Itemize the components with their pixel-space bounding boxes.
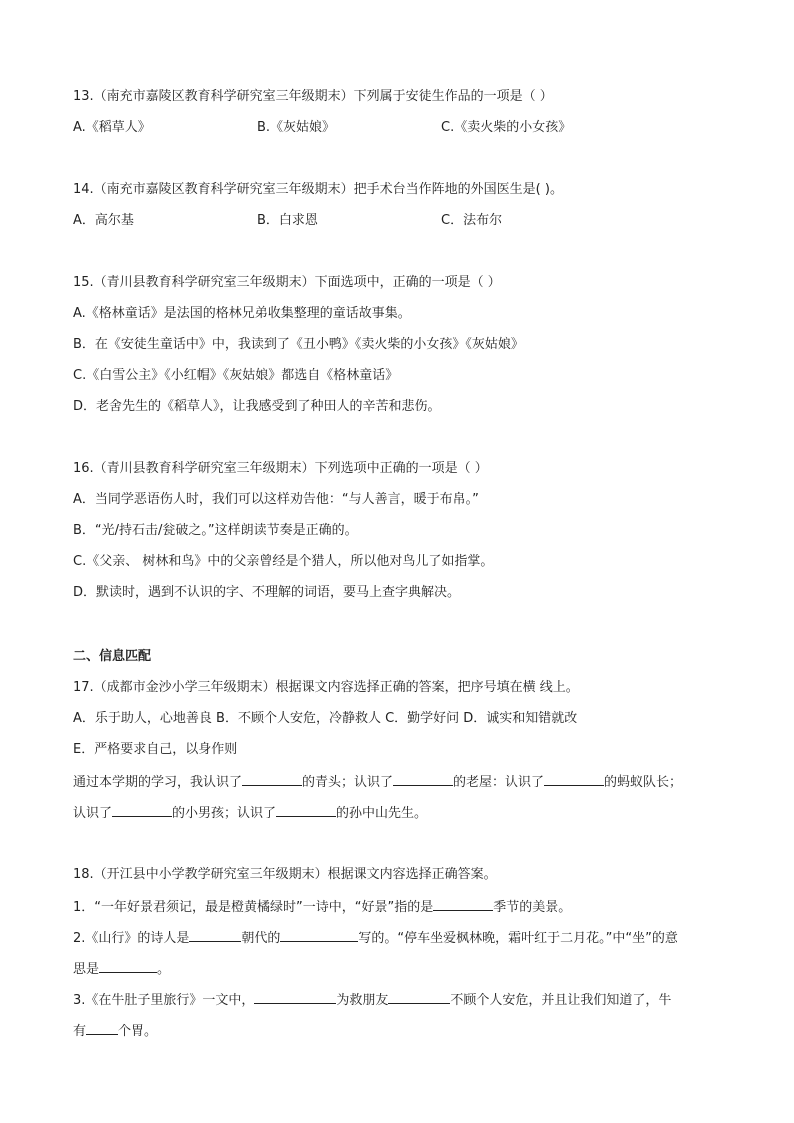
fill-text: 不顾个人安危，并且让我们知道了，牛: [450, 993, 672, 1008]
answer-blank[interactable]: [99, 959, 157, 973]
q18-item-2: [73, 928, 678, 948]
answer-blank[interactable]: [393, 772, 453, 786]
answer-blank[interactable]: [254, 990, 336, 1004]
question-15-stem: 15.（青川县教育科学研究室三年级期末）下面选项中，正确的一项是（ ）: [73, 275, 501, 290]
section-title: 二、信息匹配: [73, 649, 152, 664]
fill-text: 季节的美景。: [493, 900, 572, 915]
answer-blank[interactable]: [544, 772, 604, 786]
q17-fill-line-2: [73, 803, 427, 823]
answer-blank[interactable]: [112, 803, 172, 817]
question-14-stem: 14.（南充市嘉陵区教育科学研究室三年级期末）把手术台当作阵地的外国医生是( )。: [73, 182, 563, 197]
q18-item-3: [73, 990, 671, 1010]
answer-blank[interactable]: [388, 990, 450, 1004]
question-16-stem: 16.（青川县教育科学研究室三年级期末）下列选项中正确的一项是（ ）: [73, 461, 488, 476]
fill-text: 写的。“停车坐爱枫林晚，霜叶红于二月花。”中“坐”的意: [358, 931, 678, 946]
answer-blank[interactable]: [86, 1021, 118, 1035]
question-18-stem: 18.（开江县中小学教学研究室三年级期末）根据课文内容选择正确答案。: [73, 867, 497, 882]
q18-item-3-cont: [73, 1021, 157, 1041]
q15-option-c: C.《白雪公主》《小红帽》《灰姑娘》都选自《格林童话》: [73, 368, 399, 383]
q13-option-a: A.《稻草人》: [73, 120, 151, 135]
q13-option-b: B.《灰姑娘》: [257, 120, 336, 135]
q17-options-line-1: A．乐于助人，心地善良 B．不顾个人安危，冷静救人 C．勤学好问 D．诚实和知错就改: [73, 711, 578, 726]
q14-option-a: A．高尔基: [73, 213, 134, 228]
q18-item-2-cont: [73, 959, 170, 979]
answer-blank[interactable]: [242, 772, 302, 786]
fill-text: 认识了: [73, 806, 113, 821]
fill-text: 朝代的: [241, 931, 281, 946]
q13-option-c: C.《卖火柴的小女孩》: [441, 120, 572, 135]
fill-text: 3.《在牛肚子里旅行》一文中，: [73, 993, 255, 1008]
q15-option-b: B．在《安徒生童话中》中，我读到了《丑小鸭》《卖火柴的小女孩》《灰姑娘》: [73, 337, 524, 352]
q16-option-a: A．当同学恶语伤人时，我们可以这样劝告他：“与人善言，暖于布帛。”: [73, 492, 479, 507]
q14-option-c: C．法布尔: [441, 213, 503, 228]
fill-text: 的老屋：认识了: [453, 775, 545, 790]
question-17-stem: 17.（成都市金沙小学三年级期末）根据课文内容选择正确的答案，把序号填在横 线上。: [73, 680, 579, 695]
q16-option-c: C.《父亲、 树林和鸟》中的父亲曾经是个猎人，所以他对鸟儿了如指掌。: [73, 554, 494, 569]
q16-option-b: B．“光/持石击/瓮破之。”这样朗读节奏是正确的。: [73, 523, 358, 538]
q17-fill-line-1: [73, 772, 682, 792]
answer-blank[interactable]: [433, 897, 493, 911]
question-13-stem: 13.（南充市嘉陵区教育科学研究室三年级期末）下列属于安徒生作品的一项是（ ）: [73, 89, 553, 104]
fill-text: 有: [73, 1024, 87, 1039]
q17-options-line-2: E．严格要求自己，以身作则: [73, 742, 238, 757]
fill-text: 的青头；认识了: [302, 775, 394, 790]
fill-text: 的蚂蚁队长；: [604, 775, 683, 790]
fill-text: 2.《山行》的诗人是: [73, 931, 190, 946]
fill-text: 为救朋友: [336, 993, 389, 1008]
fill-text: 的孙中山先生。: [336, 806, 428, 821]
q15-option-d: D．老舍先生的《稻草人》，让我感受到了种田人的辛苦和悲伤。: [73, 399, 441, 414]
fill-text: 思是: [73, 962, 100, 977]
q18-item-1: [73, 897, 571, 917]
fill-text: 通过本学期的学习，我认识了: [73, 775, 243, 790]
fill-text: 的小男孩；认识了: [172, 806, 277, 821]
fill-text: 。: [157, 962, 171, 977]
q14-option-b: B．白求恩: [257, 213, 318, 228]
answer-blank[interactable]: [280, 928, 358, 942]
answer-blank[interactable]: [189, 928, 241, 942]
fill-text: 个胃。: [118, 1024, 158, 1039]
q15-option-a: A.《格林童话》是法国的格林兄弟收集整理的童话故事集。: [73, 306, 411, 321]
answer-blank[interactable]: [276, 803, 336, 817]
fill-text: 1．“一年好景君须记，最是橙黄橘绿时”一诗中，“好景”指的是: [73, 900, 434, 915]
q16-option-d: D．默读时，遇到不认识的字、不理解的词语，要马上查字典解决。: [73, 585, 461, 600]
